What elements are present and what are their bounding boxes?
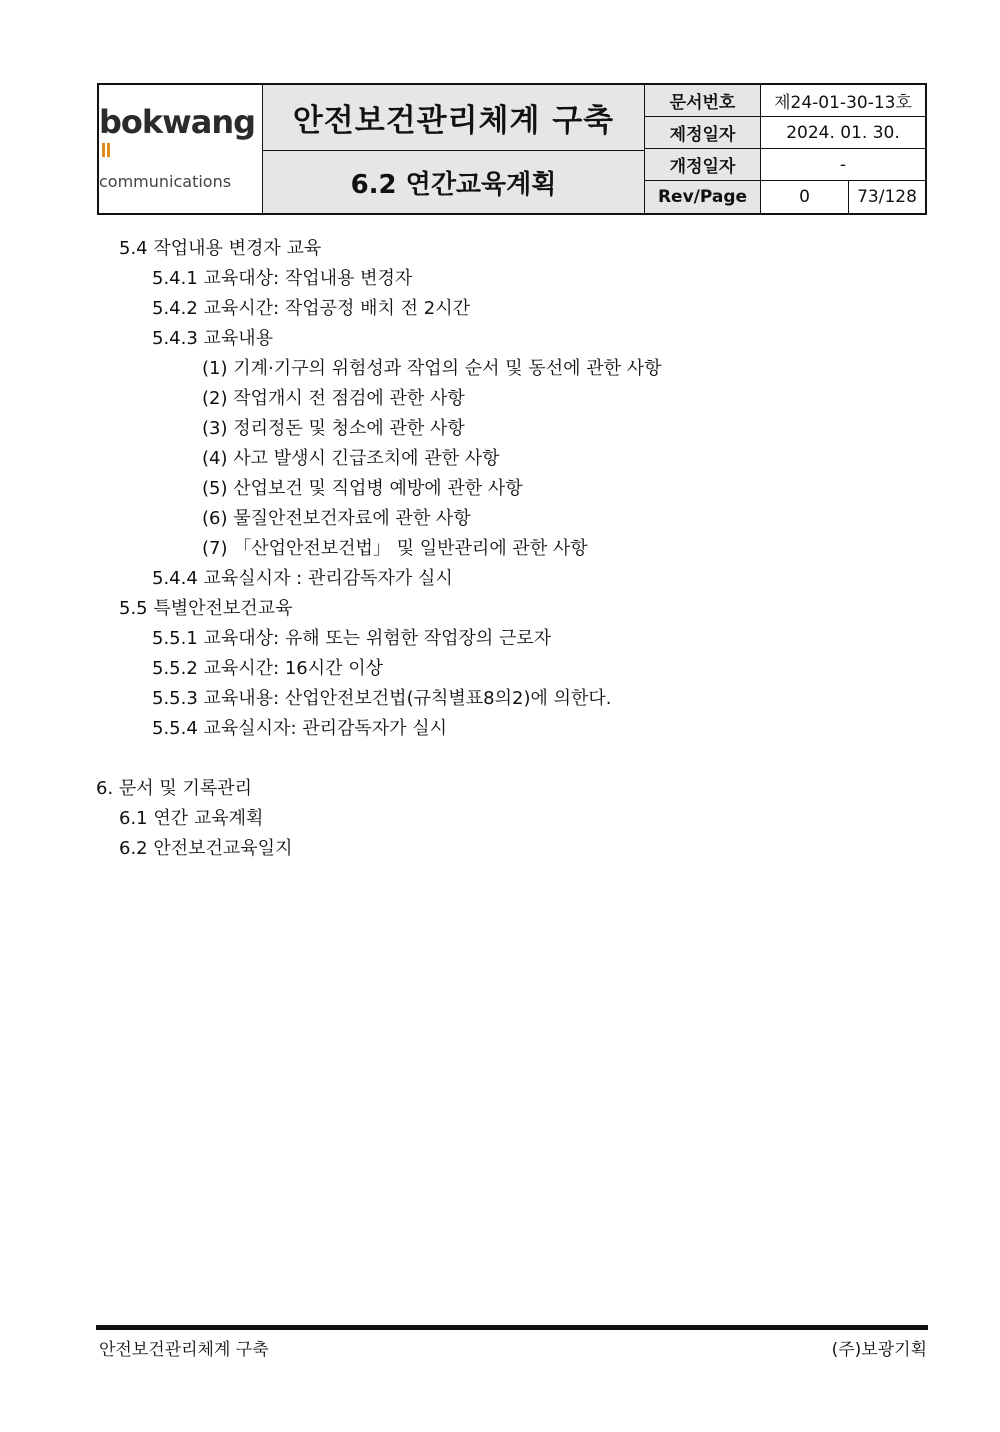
enact-date-label: 제정일자: [645, 117, 761, 149]
section-heading: 6.2 안전보건교육일지: [119, 838, 293, 859]
rev-value: 0: [761, 181, 849, 213]
section-heading: 5.5 특별안전보건교육: [119, 598, 293, 619]
document-header-table: [97, 83, 927, 215]
subsection-line: 5.4.3 교육내용: [152, 328, 274, 349]
subsection-line: 5.5.4 교육실시자: 관리감독자가 실시: [152, 718, 448, 739]
logo-accent-bars-icon: [102, 130, 112, 162]
list-item: (1) 기계·기구의 위험성과 작업의 순서 및 동선에 관한 사항: [202, 358, 662, 379]
logo-brand: bokwang: [99, 103, 256, 141]
section-heading: 5.4 작업내용 변경자 교육: [119, 238, 322, 259]
subsection-line: 5.4.4 교육실시자 : 관리감독자가 실시: [152, 568, 453, 589]
logo-cell: [99, 85, 263, 213]
page-value: 73/128: [857, 187, 917, 207]
list-item: (3) 정리정돈 및 청소에 관한 사항: [202, 418, 465, 439]
footer-company-name: (주)보광기획: [831, 1340, 927, 1360]
company-logo: [99, 103, 262, 192]
footer-document-title: 안전보건관리체계 구축: [99, 1340, 269, 1360]
revise-date-label: 개정일자: [645, 149, 761, 181]
subsection-line: 5.5.1 교육대상: 유해 또는 위험한 작업장의 근로자: [152, 628, 552, 649]
revise-date-value: -: [761, 149, 925, 181]
subsection-line: 5.4.1 교육대상: 작업내용 변경자: [152, 268, 413, 289]
footer-divider: [96, 1325, 928, 1330]
subsection-line: 5.5.2 교육시간: 16시간 이상: [152, 658, 384, 679]
list-item: (6) 물질안전보건자료에 관한 사항: [202, 508, 471, 529]
subsection-line: 5.5.3 교육내용: 산업안전보건법(규칙별표8의2)에 의한다.: [152, 688, 612, 709]
list-item: (2) 작업개시 전 점검에 관한 사항: [202, 388, 465, 409]
document-title: 안전보건관리체계 구축: [263, 85, 645, 151]
logo-subtext: communications: [99, 172, 232, 191]
section-heading: 6.1 연간 교육계획: [119, 808, 264, 829]
list-item: (7) 「산업안전보건법」 및 일반관리에 관한 사항: [202, 538, 588, 559]
rev-page-label: Rev/Page: [645, 181, 761, 213]
subsection-line: 5.4.2 교육시간: 작업공정 배치 전 2시간: [152, 298, 470, 319]
enact-date-value: 2024. 01. 30.: [761, 117, 925, 149]
chapter-heading: 6. 문서 및 기록관리: [96, 778, 253, 799]
list-item: (5) 산업보건 및 직업병 예방에 관한 사항: [202, 478, 523, 499]
document-subtitle: 6.2 연간교육계획: [263, 151, 645, 213]
doc-number-label: 문서번호: [645, 85, 761, 117]
list-item: (4) 사고 발생시 긴급조치에 관한 사항: [202, 448, 500, 469]
doc-number-value: 제24-01-30-13호: [761, 85, 925, 117]
